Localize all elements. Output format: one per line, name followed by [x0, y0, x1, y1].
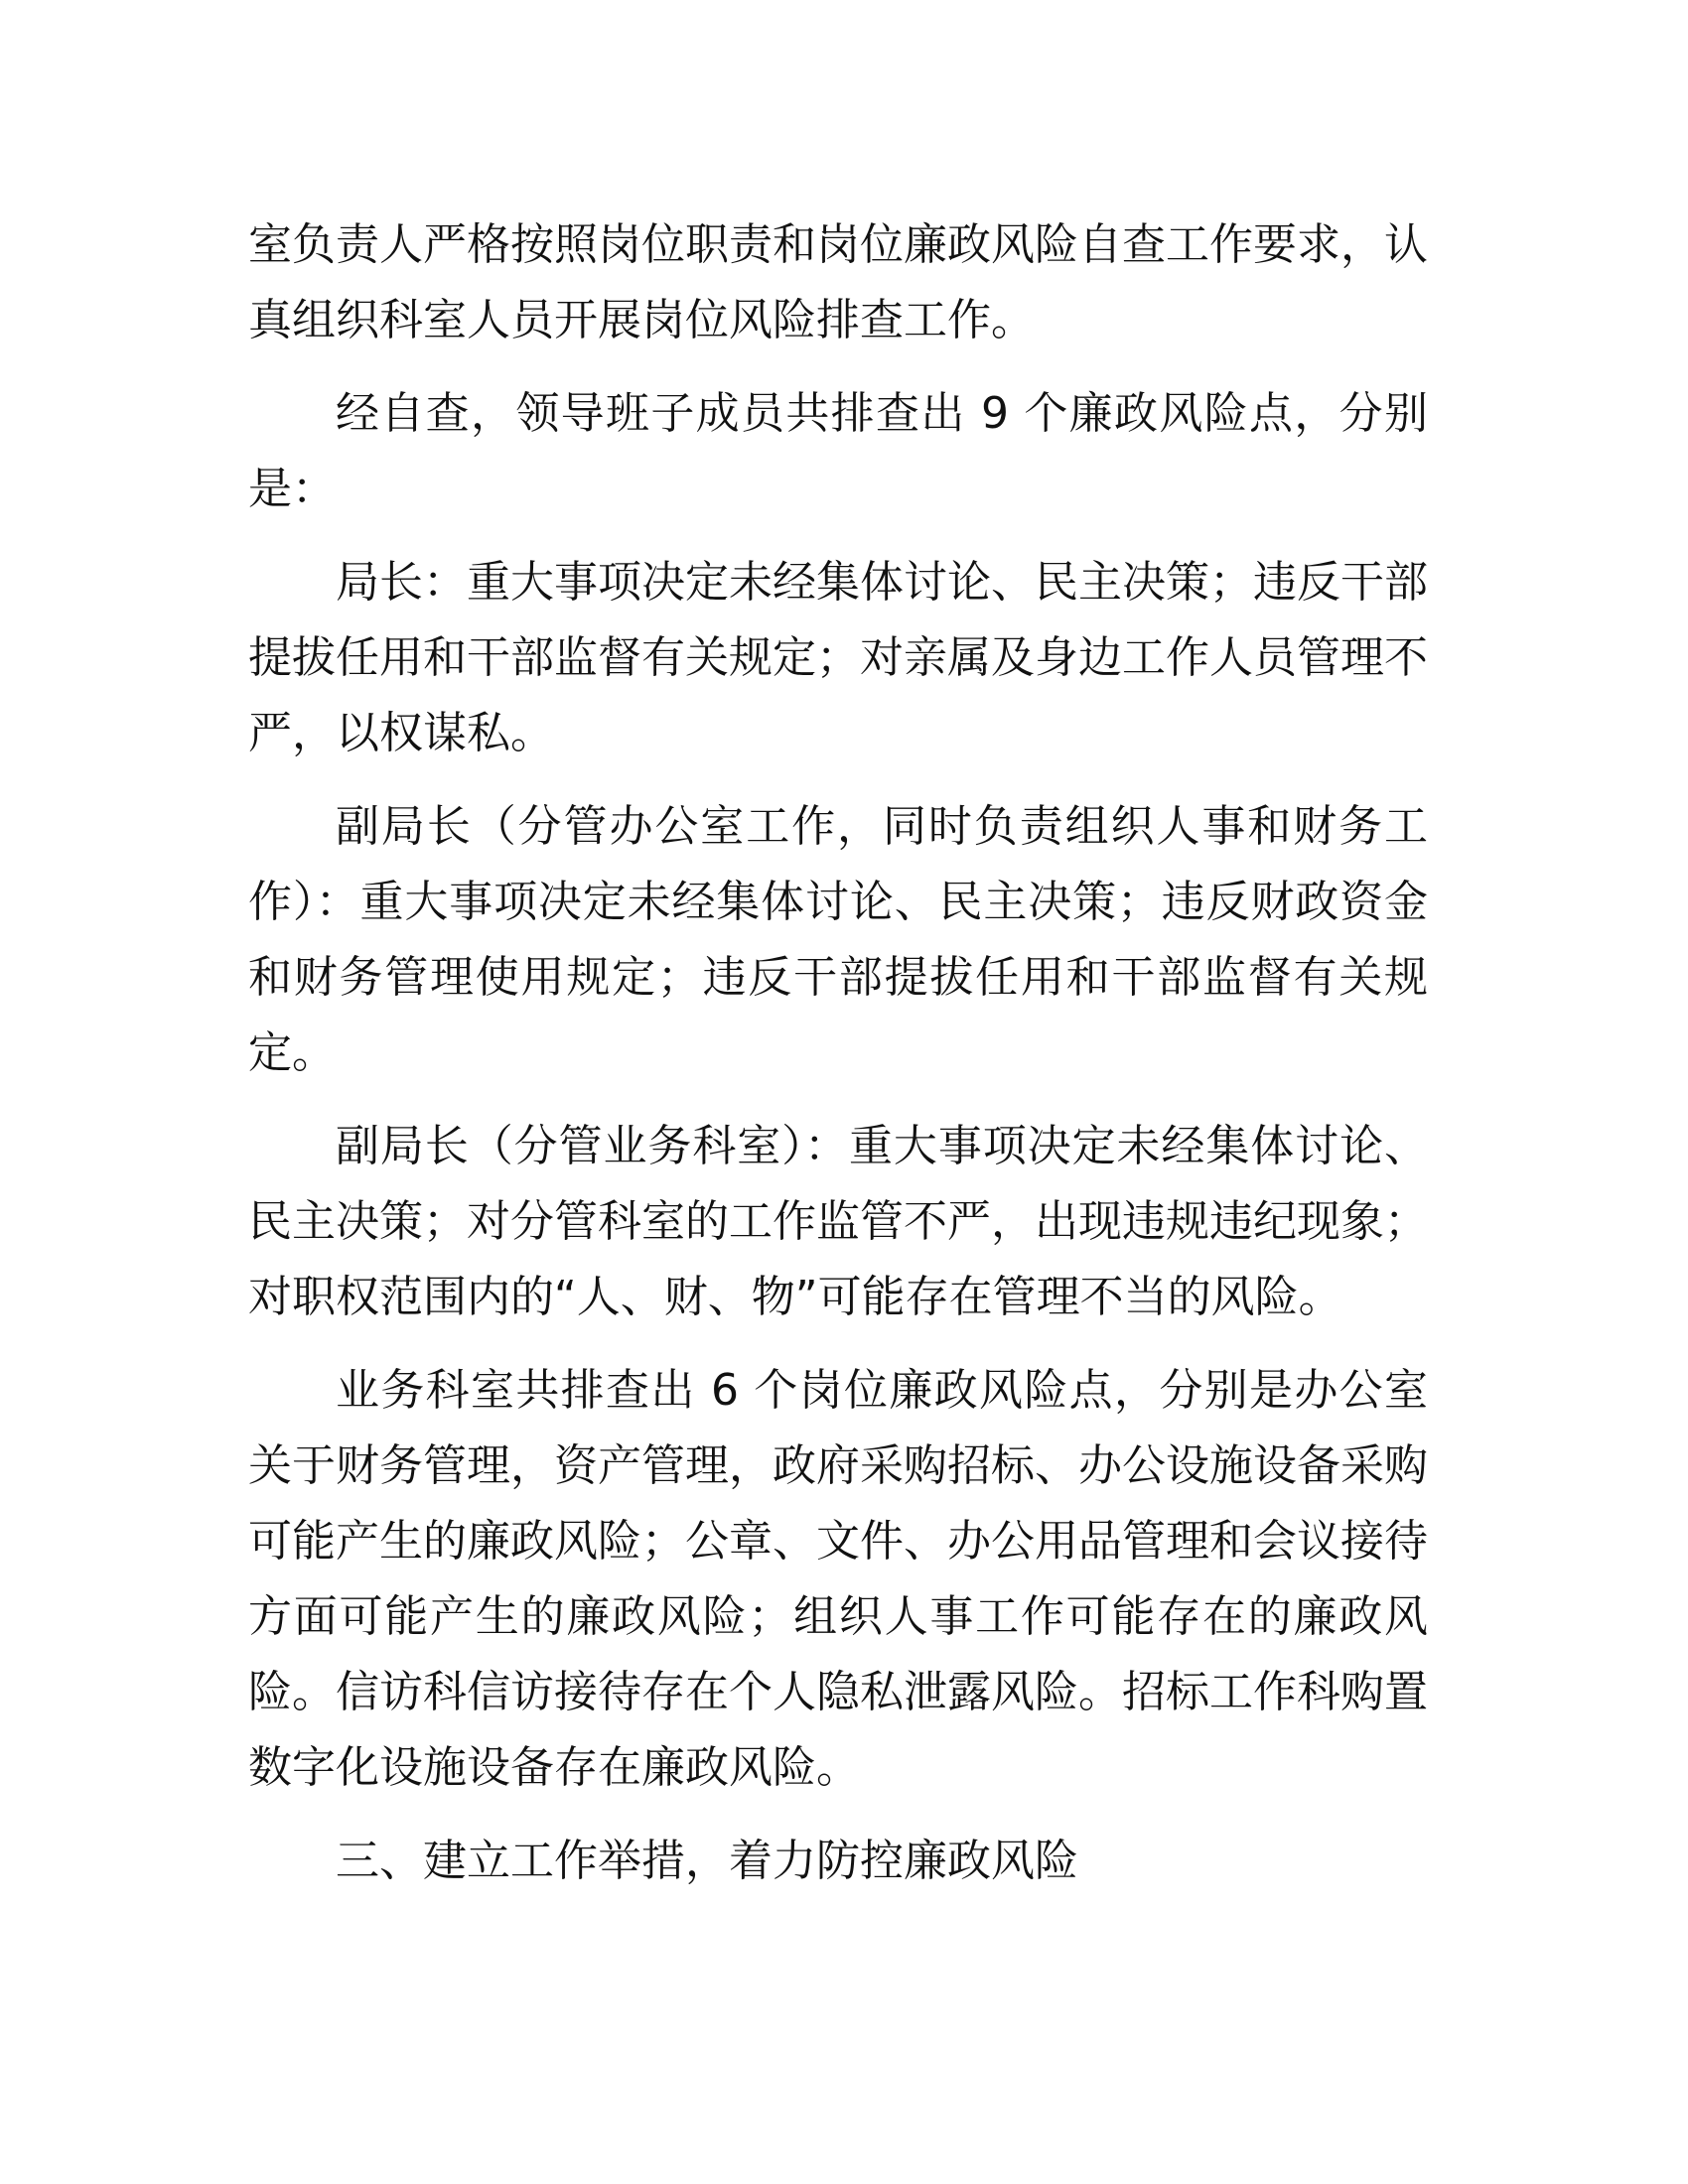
paragraph-deputy-director-business: 副局长（分管业务科室）：重大事项决定未经集体讨论、民主决策；对分管科室的工作监管不严，出现违规违纪现象；对职权范围内的“人、财、物”可能存在管理不当的风险。: [248, 1121, 1428, 1322]
paragraph-departments: 业务科室共排查出 6 个岗位廉政风险点，分别是办公室关于财务管理，资产管理，政府采购招标、办公设施设备采购可能产生的廉政风险；公章、文件、办公用品管理和会议接待方面可能产生的廉政风险；组织人事工作可能存在的廉政风险。信访科信访接待存在个人隐私泄露风险。招标工作科购置数字化设施设备存在廉政风险。: [248, 1365, 1428, 1793]
paragraph-continuation: 室负责人严格按照岗位职责和岗位廉政风险自查工作要求，认真组织科室人员开展岗位风险排查工作。: [248, 219, 1428, 345]
paragraph-director: 局长：重大事项决定未经集体讨论、民主决策；违反干部提拔任用和干部监督有关规定；对亲属及身边工作人员管理不严，以权谋私。: [248, 557, 1428, 758]
document-page: [248, 207, 1428, 1917]
paragraph-leadership-summary: 经自查，领导班子成员共排查出 9 个廉政风险点，分别是：: [248, 388, 1428, 514]
paragraph-deputy-director-office: 副局长（分管办公室工作，同时负责组织人事和财务工作）：重大事项决定未经集体讨论、民主决策；违反财政资金和财务管理使用规定；违反干部提拔任用和干部监督有关规定。: [248, 801, 1428, 1078]
section-heading: 三、建立工作举措，着力防控廉政风险: [336, 1836, 1078, 1886]
